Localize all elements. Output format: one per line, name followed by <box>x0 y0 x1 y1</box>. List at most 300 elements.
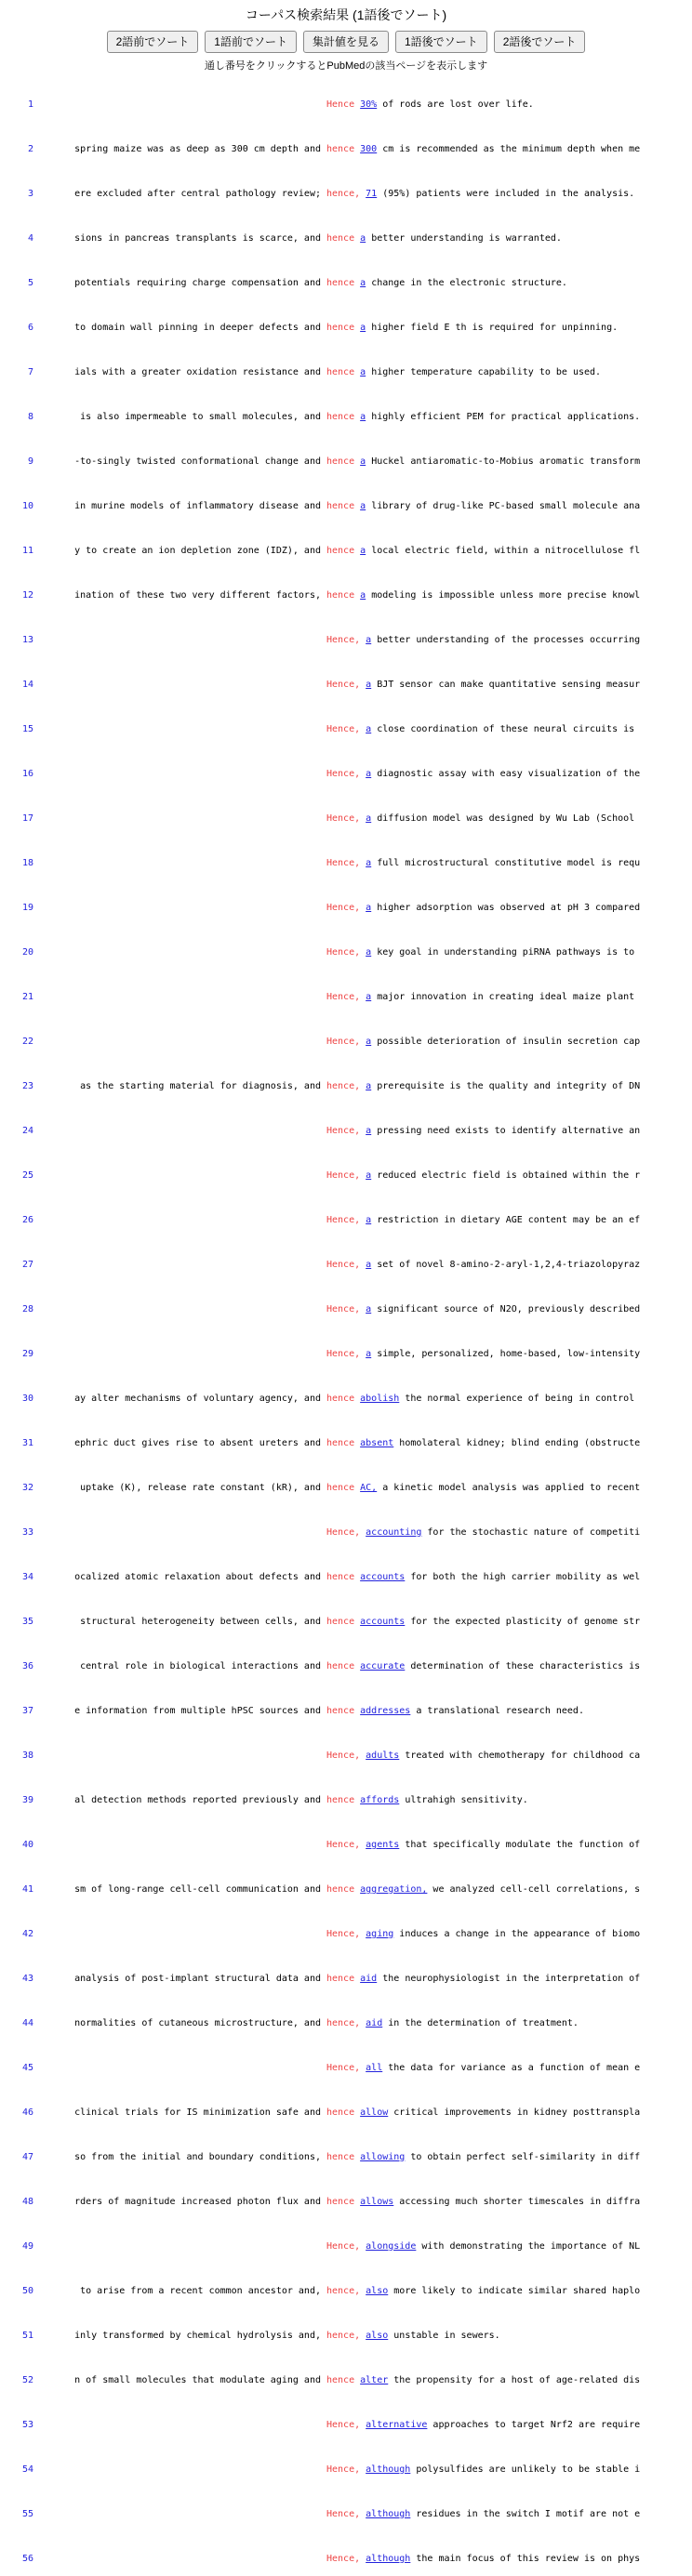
result-number-link[interactable]: 55 <box>21 2509 33 2519</box>
right-context: library of drug-like PC-based small molecule ana <box>371 501 641 511</box>
left-context: as the starting material for diagnosis, and <box>80 1081 321 1091</box>
keyword: Hence, <box>326 1260 361 1270</box>
kwic-row <box>0 1974 692 1985</box>
kwic-row <box>0 233 692 244</box>
right-context: for the expected plasticity of genome str <box>410 1617 641 1627</box>
kwic-row <box>0 1438 692 1449</box>
right-part <box>326 2152 692 2163</box>
keyword: hence, <box>326 2331 361 2341</box>
sort-toolbar <box>0 31 692 53</box>
left-context: ere excluded after central pathology review; <box>74 189 321 199</box>
right-context: residues in the switch I motif are not e <box>416 2509 641 2519</box>
result-number-link[interactable]: 38 <box>21 1750 33 1761</box>
right-part <box>326 769 692 780</box>
right-part <box>326 1840 692 1851</box>
result-number-link[interactable]: 49 <box>21 2241 33 2252</box>
left-context: n of small molecules that modulate aging and <box>74 2375 321 2385</box>
result-number-link[interactable]: 46 <box>21 2107 33 2118</box>
result-number-link[interactable]: 37 <box>21 1706 33 1716</box>
sorted-word: a <box>366 680 372 690</box>
keyword: hence <box>326 1572 355 1582</box>
keyword: Hence, <box>326 1527 361 1538</box>
result-number-link[interactable]: 36 <box>21 1661 33 1671</box>
sorted-word: accounts <box>360 1617 406 1627</box>
sorted-word: adults <box>366 1750 400 1761</box>
sorted-word: a <box>366 992 372 1002</box>
kwic-row <box>0 1081 692 1092</box>
right-part <box>326 2107 692 2119</box>
right-context: (95%) patients were included in the analysis. <box>382 189 635 199</box>
sorted-word: a <box>360 233 366 244</box>
keyword: hence, <box>326 1081 361 1091</box>
sorted-word: although <box>366 2554 411 2564</box>
kwic-row <box>0 1884 692 1896</box>
right-part <box>326 1438 692 1449</box>
left-context: ay alter mechanisms of voluntary agency, and <box>74 1394 321 1404</box>
left-context <box>37 2063 321 2074</box>
result-number-link[interactable]: 4 <box>27 233 33 244</box>
sorted-word: accounts <box>360 1572 406 1582</box>
keyword: Hence, <box>326 2464 361 2475</box>
left-context: -to-singly twisted conformational change and <box>74 456 321 467</box>
left-context <box>37 1750 321 1762</box>
right-part <box>326 1349 692 1360</box>
result-number-link[interactable]: 17 <box>21 813 33 824</box>
left-context: e information from multiple hPSC sources and <box>74 1706 321 1716</box>
right-part <box>326 635 692 646</box>
right-context: higher temperature capability to be used. <box>371 367 602 377</box>
left-context: to domain wall pinning in deeper defects and <box>74 323 321 333</box>
result-number-link[interactable]: 41 <box>21 1884 33 1895</box>
left-context <box>37 1929 321 1940</box>
left-context: sions in pancreas transplants is scarce, and <box>74 233 321 244</box>
right-part <box>326 724 692 735</box>
kwic-row <box>0 680 692 691</box>
kwic-row <box>0 947 692 958</box>
left-context: sm of long-range cell-cell communication and <box>74 1884 321 1895</box>
sorted-word: allows <box>360 2197 394 2207</box>
kwic-row <box>0 2464 692 2476</box>
result-number-link[interactable]: 12 <box>21 590 33 601</box>
keyword: Hence, <box>326 2063 361 2073</box>
result-number-link[interactable]: 39 <box>21 1795 33 1805</box>
result-number-link[interactable]: 43 <box>21 1974 33 1984</box>
right-context: accessing much shorter timescales in diffra <box>399 2197 641 2207</box>
left-context: al detection methods reported previously and <box>74 1795 321 1805</box>
result-number-link[interactable]: 50 <box>21 2286 33 2296</box>
left-context: ephric duct gives rise to absent ureters and <box>74 1438 321 1448</box>
right-part <box>326 2018 692 2029</box>
right-context: of rods are lost over life. <box>382 99 534 110</box>
result-number-link[interactable]: 23 <box>21 1081 33 1091</box>
right-part <box>326 1170 692 1182</box>
keyword: hence <box>326 2107 355 2118</box>
kwic-row <box>0 590 692 601</box>
kwic-row <box>0 2241 692 2252</box>
keyword: hence <box>326 501 355 511</box>
result-number-link[interactable]: 19 <box>21 903 33 913</box>
keyword: Hence, <box>326 2241 361 2252</box>
right-part <box>326 233 692 244</box>
left-context <box>37 1260 321 1271</box>
page-title: コーパス検索結果 (1語後でソート) <box>245 7 447 22</box>
result-number-link[interactable]: 42 <box>21 1929 33 1939</box>
kwic-row <box>0 2286 692 2297</box>
keyword: Hence, <box>326 1349 361 1359</box>
right-context: prerequisite is the quality and integrity of DN <box>377 1081 641 1091</box>
keyword: Hence, <box>326 1126 361 1136</box>
right-context: set of novel 8-amino-2-aryl-1,2,4-triazolopyraz <box>377 1260 641 1270</box>
result-number-link[interactable]: 5 <box>27 278 33 288</box>
kwic-row <box>0 1037 692 1048</box>
keyword: hence <box>326 590 355 601</box>
right-part <box>326 2197 692 2208</box>
keyword: Hence, <box>326 992 361 1002</box>
kwic-row <box>0 858 692 869</box>
kwic-row <box>0 501 692 512</box>
left-context: ials with a greater oxidation resistance and <box>74 367 321 377</box>
kwic-row <box>0 367 692 378</box>
result-number-link[interactable]: 15 <box>21 724 33 734</box>
kwic-row <box>0 2375 692 2386</box>
kwic-row <box>0 2509 692 2520</box>
right-context: better understanding of the processes occurring <box>377 635 641 645</box>
right-context: restriction in dietary AGE content may be an ef <box>377 1215 641 1225</box>
result-number-link[interactable]: 18 <box>21 858 33 868</box>
result-number-link[interactable]: 44 <box>21 2018 33 2028</box>
sorted-word: also <box>366 2331 389 2341</box>
result-number-link[interactable]: 8 <box>27 412 33 422</box>
left-context <box>37 1304 321 1315</box>
sorted-word: allow <box>360 2107 389 2118</box>
sorted-word: alongside <box>366 2241 417 2252</box>
right-part <box>326 1929 692 1940</box>
right-context: pressing need exists to identify alternative an <box>377 1126 641 1136</box>
left-context: structural heterogeneity between cells, and <box>80 1617 321 1627</box>
keyword: Hence, <box>326 1840 361 1850</box>
sort-1-after-button[interactable]: 1語後でソート <box>395 31 487 53</box>
kwic-row <box>0 99 692 111</box>
result-number-link[interactable]: 30 <box>21 1394 33 1404</box>
keyword: Hence, <box>326 1215 361 1225</box>
result-number-link[interactable]: 28 <box>21 1304 33 1314</box>
left-context: uptake (K), release rate constant (kR), and <box>80 1483 321 1493</box>
keyword: hence <box>326 1438 355 1448</box>
result-number-link[interactable]: 10 <box>21 501 33 511</box>
right-part <box>326 1706 692 1717</box>
keyword: Hence, <box>326 724 361 734</box>
sorted-word: aggregation, <box>360 1884 428 1895</box>
kwic-row <box>0 189 692 200</box>
left-context: analysis of post-implant structural data and <box>74 1974 321 1984</box>
right-context: homolateral kidney; blind ending (obstructe <box>399 1438 641 1448</box>
keyword: hence <box>326 233 355 244</box>
right-part <box>326 1795 692 1806</box>
keyword: hence <box>326 1661 355 1671</box>
right-context: higher field E th is required for unpinning. <box>371 323 619 333</box>
keyword: Hence, <box>326 635 361 645</box>
result-number-link[interactable]: 7 <box>27 367 33 377</box>
right-part <box>326 456 692 468</box>
sorted-word: although <box>366 2509 411 2519</box>
keyword: Hence, <box>326 1170 361 1181</box>
keyword: hence <box>326 412 355 422</box>
right-context: highly efficient PEM for practical applications. <box>371 412 641 422</box>
kwic-row <box>0 1304 692 1315</box>
pubmed-note: 通し番号をクリックするとPubMedの該当ページを表示します <box>204 60 488 72</box>
right-part <box>326 1527 692 1539</box>
kwic-row <box>0 1126 692 1137</box>
sorted-word: a <box>366 947 372 958</box>
sorted-word: aid <box>366 2018 383 2028</box>
kwic-row <box>0 1840 692 1851</box>
sort-1-before-button[interactable]: 1語前でソート <box>205 31 297 53</box>
right-context: for the stochastic nature of competiti <box>427 1527 641 1538</box>
result-number-link[interactable]: 47 <box>21 2152 33 2162</box>
sorted-word: a <box>366 858 372 868</box>
right-context: that specifically modulate the function of <box>405 1840 641 1850</box>
right-context: BJT sensor can make quantitative sensing measur <box>377 680 641 690</box>
left-context: so from the initial and boundary conditions, <box>74 2152 321 2162</box>
right-part <box>326 858 692 869</box>
kwic-row <box>0 1527 692 1539</box>
result-number-link[interactable]: 25 <box>21 1170 33 1181</box>
keyword: hence <box>326 2375 355 2385</box>
result-number-link[interactable]: 1 <box>27 99 33 110</box>
right-context: full microstructural constitutive model is requ <box>377 858 641 868</box>
right-part <box>326 546 692 557</box>
right-context: a translational research need. <box>416 1706 584 1716</box>
kwic-row <box>0 278 692 289</box>
kwic-row <box>0 1750 692 1762</box>
right-part <box>326 1126 692 1137</box>
sorted-word: agents <box>366 1840 400 1850</box>
right-part <box>326 2554 692 2565</box>
left-context: to arise from a recent common ancestor and, <box>80 2286 321 2296</box>
sorted-word: a <box>366 769 372 779</box>
right-part <box>326 2286 692 2297</box>
result-number-link[interactable]: 6 <box>27 323 33 333</box>
sorted-word: AC, <box>360 1483 378 1493</box>
result-number-link[interactable]: 56 <box>21 2554 33 2564</box>
kwic-list <box>0 77 692 2576</box>
right-context: Huckel antiaromatic-to-Mobius aromatic transform <box>371 456 641 467</box>
right-part <box>326 189 692 200</box>
right-context: simple, personalized, home-based, low-intensity <box>377 1349 641 1359</box>
left-context <box>37 858 321 869</box>
kwic-row <box>0 769 692 780</box>
right-context: approaches to target Nrf2 are require <box>432 2420 641 2430</box>
kwic-row <box>0 813 692 825</box>
kwic-row <box>0 546 692 557</box>
right-context: reduced electric field is obtained within the r <box>377 1170 641 1181</box>
keyword: hence <box>326 1483 355 1493</box>
result-number-link[interactable]: 2 <box>27 144 33 154</box>
result-number-link[interactable]: 48 <box>21 2197 33 2207</box>
sorted-word: aid <box>360 1974 378 1984</box>
keyword: hence <box>326 1974 355 1984</box>
right-context: more likely to indicate similar shared haplo <box>393 2286 641 2296</box>
left-context: clinical trials for IS minimization safe and <box>74 2107 321 2118</box>
left-context <box>37 1527 321 1539</box>
kwic-row <box>0 903 692 914</box>
keyword: Hence <box>326 99 355 110</box>
keyword: Hence, <box>326 813 361 824</box>
left-context <box>37 2464 321 2476</box>
right-context: treated with chemotherapy for childhood ca <box>405 1750 641 1761</box>
result-number-link[interactable]: 33 <box>21 1527 33 1538</box>
right-context: possible deterioration of insulin secretion cap <box>377 1037 641 1047</box>
result-number-link[interactable]: 53 <box>21 2420 33 2430</box>
right-part <box>326 1215 692 1226</box>
keyword: hence <box>326 367 355 377</box>
view-aggregate-button[interactable]: 集計値を見る <box>303 31 389 53</box>
right-part <box>326 1037 692 1048</box>
result-number-link[interactable]: 29 <box>21 1349 33 1359</box>
result-number-link[interactable]: 24 <box>21 1126 33 1136</box>
left-context <box>37 635 321 646</box>
right-part <box>326 1661 692 1672</box>
keyword: hence <box>326 144 355 154</box>
keyword: Hence, <box>326 1037 361 1047</box>
right-part <box>326 1974 692 1985</box>
sort-2-after-button[interactable]: 2語後でソート <box>494 31 586 53</box>
kwic-row <box>0 1349 692 1360</box>
keyword: Hence, <box>326 1750 361 1761</box>
result-number-link[interactable]: 31 <box>21 1438 33 1448</box>
right-part <box>326 2375 692 2386</box>
keyword: Hence, <box>326 858 361 868</box>
result-number-link[interactable]: 51 <box>21 2331 33 2341</box>
sorted-word: accurate <box>360 1661 406 1671</box>
left-context <box>37 2420 321 2431</box>
right-context: higher adsorption was observed at pH 3 compared <box>377 903 641 913</box>
left-context <box>37 2241 321 2252</box>
keyword: hence <box>326 2152 355 2162</box>
left-context <box>37 2554 321 2565</box>
right-context: determination of these characteristics is <box>410 1661 641 1671</box>
right-part <box>326 323 692 334</box>
result-number-link[interactable]: 14 <box>21 680 33 690</box>
left-context: rders of magnitude increased photon flux and <box>74 2197 321 2207</box>
right-context: induces a change in the appearance of biomo <box>399 1929 641 1939</box>
result-number-link[interactable]: 22 <box>21 1037 33 1047</box>
sorted-word: a <box>366 1260 372 1270</box>
keyword: hence <box>326 546 355 556</box>
keyword: Hence, <box>326 2420 361 2430</box>
sorted-word: 300 <box>360 144 378 154</box>
sorted-word: addresses <box>360 1706 411 1716</box>
result-number-link[interactable]: 11 <box>21 546 33 556</box>
kwic-row <box>0 1795 692 1806</box>
right-context: better understanding is warranted. <box>371 233 562 244</box>
right-part <box>326 1081 692 1092</box>
result-number-link[interactable]: 54 <box>21 2464 33 2475</box>
result-number-link[interactable]: 34 <box>21 1572 33 1582</box>
right-context: cm is recommended as the minimum depth when me <box>382 144 641 154</box>
result-number-link[interactable]: 27 <box>21 1260 33 1270</box>
sorted-word: a <box>366 1349 372 1359</box>
right-part <box>326 590 692 601</box>
result-number-link[interactable]: 26 <box>21 1215 33 1225</box>
result-number-link[interactable]: 3 <box>27 189 33 199</box>
left-context <box>37 680 321 691</box>
result-number-link[interactable]: 20 <box>21 947 33 958</box>
kwic-row <box>0 1617 692 1628</box>
result-number-link[interactable]: 40 <box>21 1840 33 1850</box>
sorted-word: a <box>360 412 366 422</box>
right-context: close coordination of these neural circuits is <box>377 724 635 734</box>
right-context: critical improvements in kidney posttranspla <box>393 2107 641 2118</box>
result-number-link[interactable]: 52 <box>21 2375 33 2385</box>
right-context: ultrahigh sensitivity. <box>405 1795 528 1805</box>
right-part <box>326 144 692 155</box>
right-context: change in the electronic structure. <box>371 278 567 288</box>
sorted-word: alter <box>360 2375 389 2385</box>
right-part <box>326 2241 692 2252</box>
right-part <box>326 1572 692 1583</box>
left-context <box>37 724 321 735</box>
right-context: the neurophysiologist in the interpretation of <box>382 1974 641 1984</box>
keyword: hence <box>326 1394 355 1404</box>
keyword: hence, <box>326 189 361 199</box>
result-number-link[interactable]: 21 <box>21 992 33 1002</box>
keyword: hence <box>326 1795 355 1805</box>
sorted-word: although <box>366 2464 411 2475</box>
keyword: hence <box>326 2197 355 2207</box>
kwic-row <box>0 2331 692 2342</box>
right-context: major innovation in creating ideal maize plant <box>377 992 635 1002</box>
left-context <box>37 1349 321 1360</box>
result-number-link[interactable]: 32 <box>21 1483 33 1493</box>
result-number-link[interactable]: 16 <box>21 769 33 779</box>
sort-2-before-button[interactable]: 2語前でソート <box>107 31 199 53</box>
result-number-link[interactable]: 45 <box>21 2063 33 2073</box>
left-context <box>37 99 321 111</box>
kwic-row <box>0 323 692 334</box>
keyword: Hence, <box>326 2554 361 2564</box>
kwic-row <box>0 144 692 155</box>
right-context: to obtain perfect self-similarity in diff <box>410 2152 641 2162</box>
sorted-word: a <box>366 1304 372 1314</box>
sorted-word: affords <box>360 1795 400 1805</box>
kwic-row <box>0 1661 692 1672</box>
sorted-word: a <box>366 1126 372 1136</box>
right-part <box>326 947 692 958</box>
right-context: significant source of N2O, previously described <box>377 1304 641 1314</box>
keyword: hence <box>326 323 355 333</box>
kwic-row <box>0 1260 692 1271</box>
sorted-word: a <box>360 323 366 333</box>
left-context <box>37 2509 321 2520</box>
kwic-row <box>0 1215 692 1226</box>
result-number-link[interactable]: 9 <box>27 456 33 467</box>
kwic-row <box>0 2420 692 2431</box>
right-part <box>326 992 692 1003</box>
keyword: Hence, <box>326 903 361 913</box>
result-number-link[interactable]: 35 <box>21 1617 33 1627</box>
result-number-link[interactable]: 13 <box>21 635 33 645</box>
right-part <box>326 903 692 914</box>
right-context: unstable in sewers. <box>393 2331 500 2341</box>
right-part <box>326 680 692 691</box>
sorted-word: a <box>360 546 366 556</box>
right-part <box>326 2464 692 2476</box>
left-context <box>37 903 321 914</box>
keyword: Hence, <box>326 2509 361 2519</box>
right-context: for both the high carrier mobility as wel <box>410 1572 641 1582</box>
right-part <box>326 1884 692 1896</box>
